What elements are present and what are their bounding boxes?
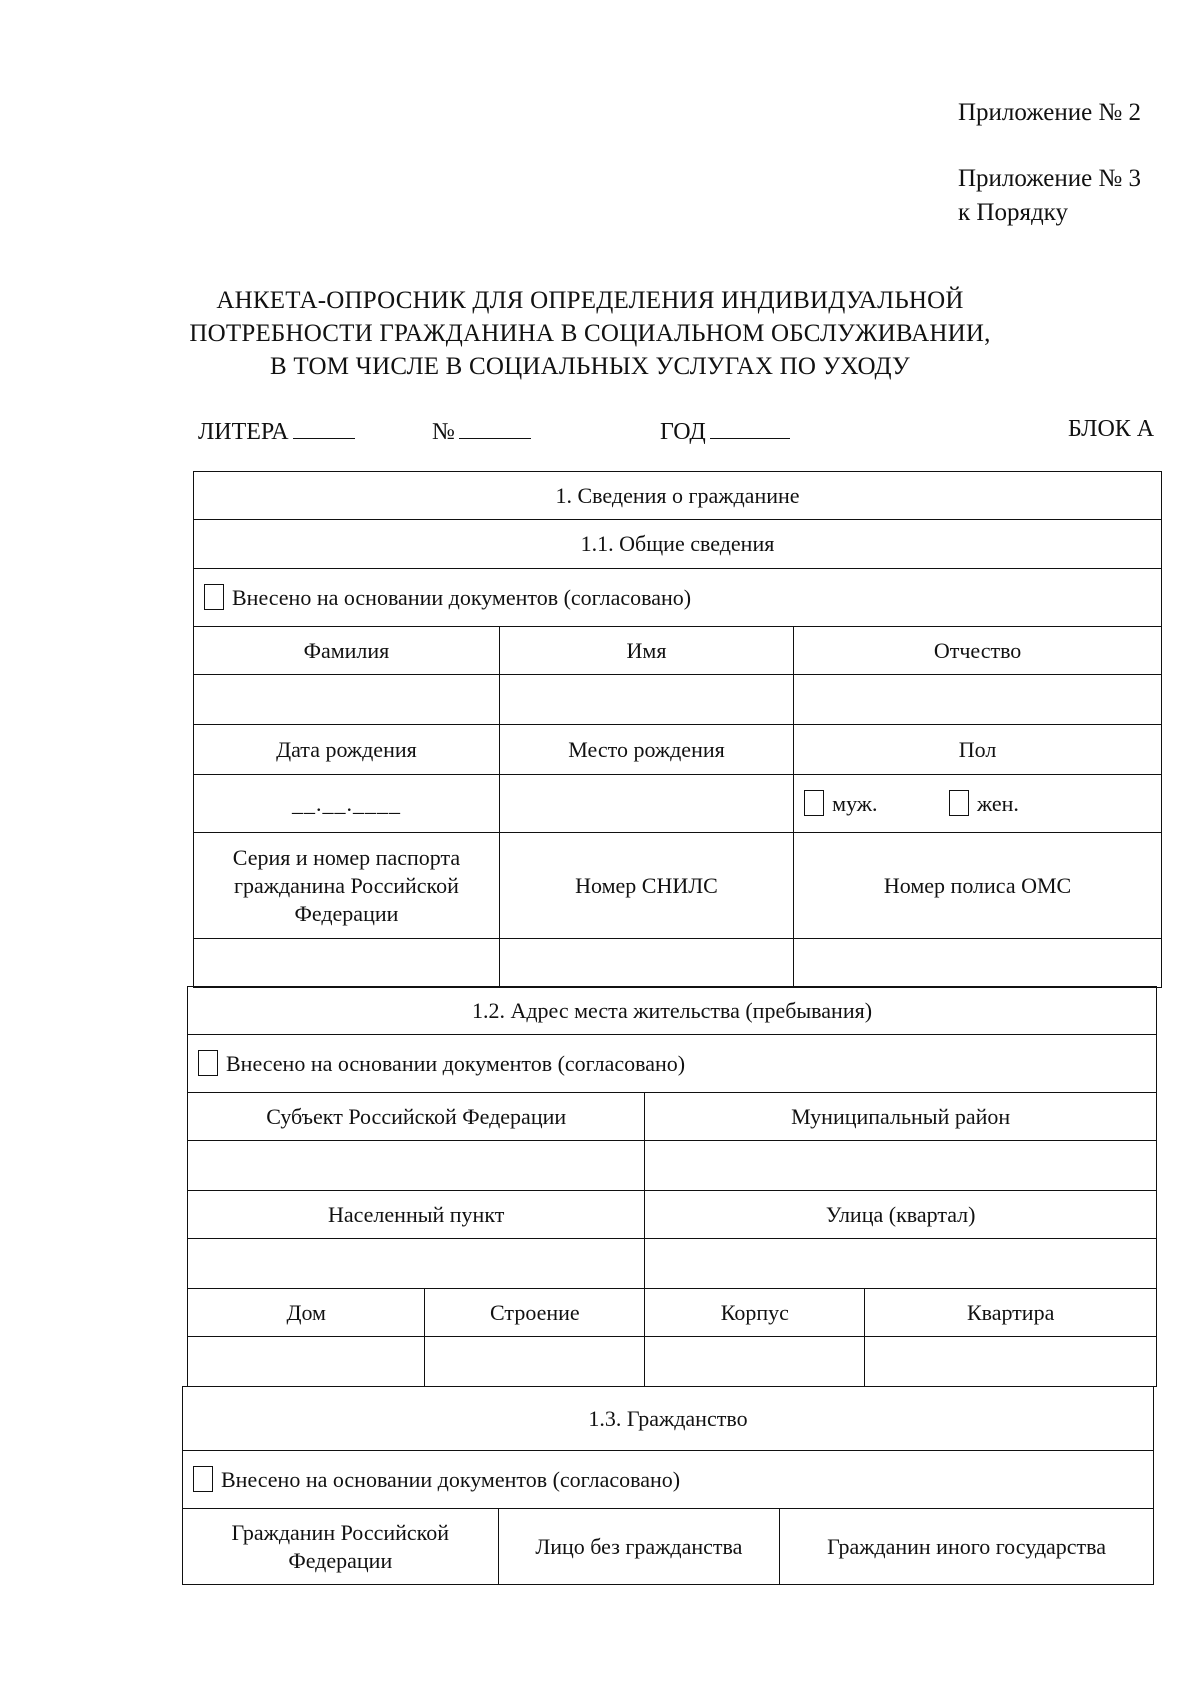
gender-male-checkbox[interactable] (804, 790, 824, 816)
gender-female-checkbox[interactable] (949, 790, 969, 816)
patronymic-input[interactable] (794, 675, 1162, 725)
appendix-3-label (958, 162, 1141, 230)
number-field (432, 416, 531, 446)
patronymic-header: Отчество (794, 627, 1162, 675)
oms-input[interactable] (794, 939, 1162, 988)
document-title (150, 284, 1030, 383)
section-1-1-heading: 1.1. Общие сведения (194, 520, 1162, 569)
address-documents-row (188, 1035, 1157, 1093)
appendix-3-line: Приложение № 3 (958, 165, 1142, 192)
litera-label: ЛИТЕРА (198, 419, 289, 445)
birth-date-input[interactable] (194, 775, 500, 833)
year-blank[interactable] (710, 416, 790, 439)
foreign-citizen-option[interactable]: Гражданин иного государства (780, 1509, 1154, 1585)
address-documents-checkbox[interactable] (198, 1050, 218, 1076)
birth-place-input[interactable] (499, 775, 793, 833)
litera-field (198, 416, 355, 446)
district-input[interactable] (645, 1141, 1157, 1191)
block-input[interactable] (645, 1337, 865, 1387)
gender-male-label: муж. (832, 790, 878, 816)
birth-date-header: Дата рождения (194, 725, 500, 775)
block-header: Корпус (645, 1289, 865, 1337)
name-header: Имя (499, 627, 793, 675)
documents-confirmed-row (194, 569, 1162, 627)
building-header: Строение (425, 1289, 645, 1337)
settlement-input[interactable] (188, 1239, 645, 1289)
building-input[interactable] (425, 1337, 645, 1387)
apartment-header: Квартира (865, 1289, 1157, 1337)
subject-input[interactable] (188, 1141, 645, 1191)
snils-header: Номер СНИЛС (499, 833, 793, 939)
gender-header: Пол (794, 725, 1162, 775)
apartment-input[interactable] (865, 1337, 1157, 1387)
street-header: Улица (квартал) (645, 1191, 1157, 1239)
house-input[interactable] (188, 1337, 425, 1387)
citizenship-documents-checkbox[interactable] (193, 1466, 213, 1492)
citizenship-documents-label: Внесено на основании документов (согласовано) (221, 1466, 681, 1492)
district-header: Муниципальный район (645, 1093, 1157, 1141)
house-header: Дом (188, 1289, 425, 1337)
passport-header: Серия и номер паспорта гражданина Российской Федерации (194, 833, 500, 939)
litera-blank[interactable] (293, 416, 355, 439)
birth-place-header: Место рождения (499, 725, 793, 775)
appendix-3-order-line: к Порядку (958, 199, 1068, 226)
citizenship-table (182, 1386, 1154, 1585)
appendix-2-label: Приложение № 2 (958, 99, 1142, 126)
citizenship-documents-row (183, 1451, 1154, 1509)
gender-female-label: жен. (976, 790, 1019, 816)
oms-header: Номер полиса ОМС (794, 833, 1162, 939)
section-1-heading: 1. Сведения о гражданине (194, 472, 1162, 520)
name-input[interactable] (499, 675, 793, 725)
year-label: ГОД (660, 419, 706, 445)
section-1-3-heading: 1.3. Гражданство (183, 1387, 1154, 1451)
title-line-1: АНКЕТА-ОПРОСНИК ДЛЯ ОПРЕДЕЛЕНИЯ ИНДИВИДУАЛЬНОЙ (216, 287, 964, 314)
snils-input[interactable] (499, 939, 793, 988)
passport-input[interactable] (194, 939, 500, 988)
section-1-2-heading: 1.2. Адрес места жительства (пребывания) (188, 987, 1157, 1035)
title-line-3: В ТОМ ЧИСЛЕ В СОЦИАЛЬНЫХ УСЛУГАХ ПО УХОДУ (270, 353, 910, 380)
subject-header: Субъект Российской Федерации (188, 1093, 645, 1141)
documents-confirmed-label: Внесено на основании документов (согласовано) (232, 584, 692, 610)
year-field (660, 416, 790, 446)
surname-header: Фамилия (194, 627, 500, 675)
number-label: № (432, 419, 455, 445)
general-info-table (193, 471, 1162, 988)
gender-options (794, 775, 1162, 833)
address-table (187, 986, 1157, 1387)
documents-confirmed-checkbox[interactable] (204, 584, 224, 610)
number-blank[interactable] (459, 416, 531, 439)
surname-input[interactable] (194, 675, 500, 725)
street-input[interactable] (645, 1239, 1157, 1289)
birth-date-placeholder: __.__.____ (291, 790, 401, 816)
block-label: БЛОК А (1068, 416, 1155, 442)
settlement-header: Населенный пункт (188, 1191, 645, 1239)
title-line-2: ПОТРЕБНОСТИ ГРАЖДАНИНА В СОЦИАЛЬНОМ ОБСЛУЖИВАНИИ, (189, 320, 991, 347)
rf-citizen-option[interactable]: Гражданин Российской Федерации (183, 1509, 499, 1585)
stateless-option[interactable]: Лицо без гражданства (498, 1509, 780, 1585)
address-documents-label: Внесено на основании документов (согласовано) (226, 1050, 686, 1076)
